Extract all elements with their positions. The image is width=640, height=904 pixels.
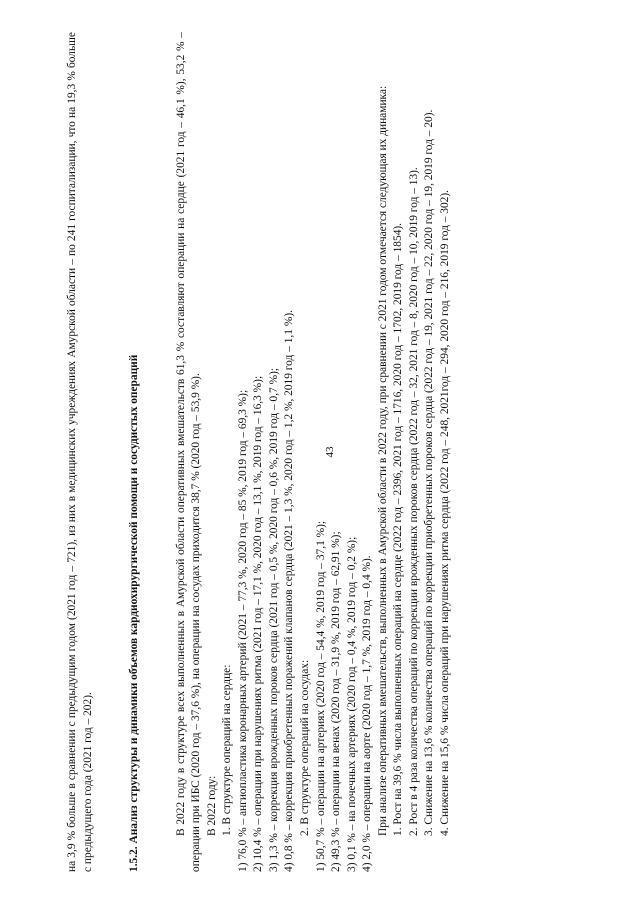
intro-paragraph: на 3,9 % больше в сравнении с предыдущим годом (2021 год – 721), из них в медицинских учреждениях Амурской области – по 241 госпитализации, что на 19,3 % больше с предыдущего года (2021 год – 202). — [66, 32, 94, 872]
vessel-item: 4) 2,0 % – операции на аорте (2020 год – 1,7 %, 2019 год – 0,4 %). — [361, 555, 374, 872]
section-heading: 1.5.2. Анализ структуры и динамики объемов кардиохирургической помощи и сосудистых операций — [128, 354, 141, 872]
dynamics-item: 2. Рост в 4 раза количества операций по коррекции врожденных пороков сердца (2022 год – 32, 2021 год – 8, 2020 год – 10, 2019 год – 13). — [407, 167, 420, 836]
spacer — [143, 32, 174, 872]
spacer — [96, 32, 127, 872]
vessel-item: 2) 49,3 % – операции на венах (2020 год – 31,9 %, 2019 год – 62,91 %); — [330, 531, 343, 872]
vessel-item: 3) 0,1 % – на почечных артериях (2020 год – 0,4 %, 2019 год – 0,2 %); — [345, 536, 358, 872]
heart-item: 1) 76,0 % – ангиопластика коронарных артерий (2021 – 77,3 %, 2020 год – 85 %, 2019 год – 69,3 %); — [236, 389, 249, 872]
rotated-page-content — [65, 32, 575, 872]
vessel-item: 1) 50,7 % – операции на артериях (2020 год – 54,4 %, 2019 год – 37,1 %); — [314, 520, 327, 872]
dynamics-item: 1. Рост на 39,6 % числа выполненных операций на сердце (2022 год – 2396, 2021 год – 1716, 2020 год – 1702, 2019 год – 1854). — [392, 222, 405, 836]
dynamics-intro: При анализе оперативных вмешательств, выполненных в Амурской области в 2022 году, при сравнении с 2021 годом отмечается следующая их динамика: — [376, 85, 389, 836]
vessel-title: 2. В структуре операций на сосудах: — [299, 659, 312, 836]
dynamics-item: 3. Снижение на 13,6 % количества операций по коррекции приобретенных пороков сердца (2022 год – 19, 2021 год – 22, 2020 год – 19, 2019 год – 20). — [423, 109, 436, 836]
dynamics-item: 4. Снижение на 15,6 % числа операций при нарушениях ритма сердца (2022 год – 248, 2021год – 294, 2020 год – 216, 2019 год – 302). — [438, 190, 451, 836]
structure-paragraph: В 2022 году в структуре всех выполненных в Амурской области оперативных вмешательств 61,3 % составляют операции на сердце (2021 год – 46,1 %), 53,2 % – операции при ИБС (2020 год – 37,6 %), на операции на сосудах приходится 38,7 % (2020 год – 53,9 %). — [174, 32, 203, 872]
heart-item: 3) 1,3 % – коррекция врожденных пороков сердца (2021 год – 0,5 %, 2020 год – 0,6 %, 2019 год – 0,7 %); — [267, 367, 280, 872]
heart-item: 2) 10,4 % – операции при нарушениях ритма (2021 год – 17,1 %, 2020 год – 13,1 %, 2019 год – 16,3 %); — [252, 375, 265, 872]
heart-title: 1. В структуре операций на сердце: — [221, 664, 234, 836]
page-number: 43 — [324, 446, 336, 458]
heart-item: 4) 0,8 % – коррекция приобретенных поражений клапанов сердца (2021 – 1,3 %, 2020 год – 1,2 %, 2019 год – 1,1 %). — [283, 310, 296, 872]
year-line: В 2022 году: — [205, 775, 218, 836]
